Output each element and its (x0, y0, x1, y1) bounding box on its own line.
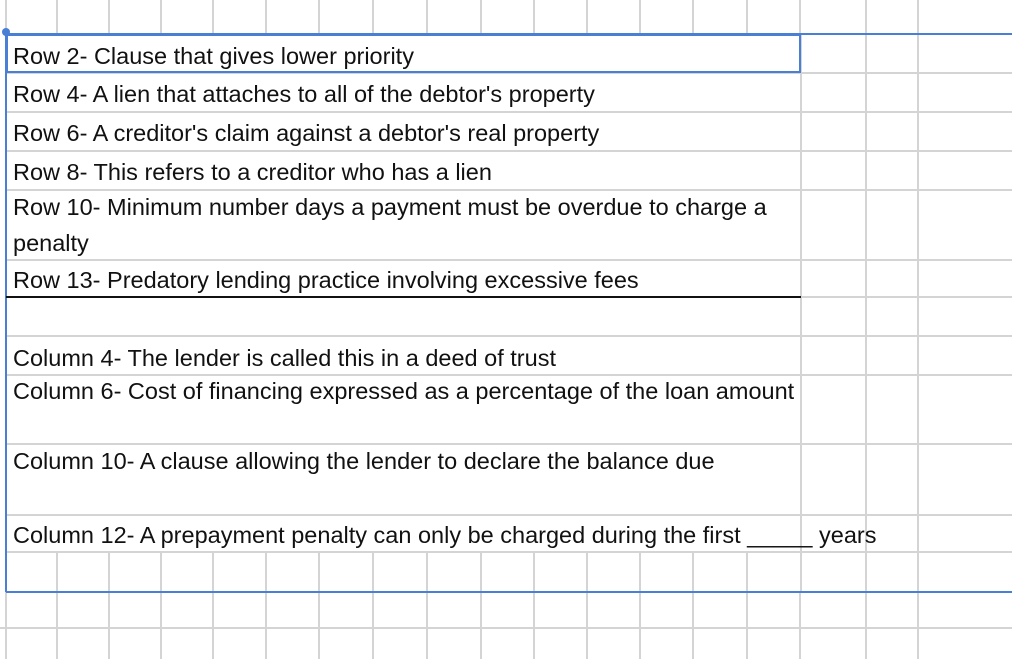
column-6-clue[interactable]: Column 6- Cost of financing expressed as a percentage of the loan amount (13, 378, 795, 404)
column-10-clue[interactable]: Column 10- A clause allowing the lender to declare the balance due (13, 448, 715, 474)
row-8-clue[interactable]: Row 8- This refers to a creditor who has a lien (13, 159, 492, 185)
selection-handle[interactable] (2, 28, 10, 36)
row-10-clue[interactable]: Row 10- Minimum number days a payment must be overdue to charge a penalty (13, 194, 767, 256)
row-4-clue[interactable]: Row 4- A lien that attaches to all of the debtor's property (13, 81, 595, 107)
row-13-clue[interactable]: Row 13- Predatory lending practice involving excessive fees (13, 267, 639, 293)
column-12-clue[interactable]: Column 12- A prepayment penalty can only be charged during the first _____ years (13, 522, 877, 548)
row-6-clue[interactable]: Row 6- A creditor's claim against a debtor's real property (13, 120, 600, 146)
row-2-clue[interactable]: Row 2- Clause that gives lower priority (13, 43, 414, 69)
column-4-clue[interactable]: Column 4- The lender is called this in a deed of trust (13, 345, 556, 371)
